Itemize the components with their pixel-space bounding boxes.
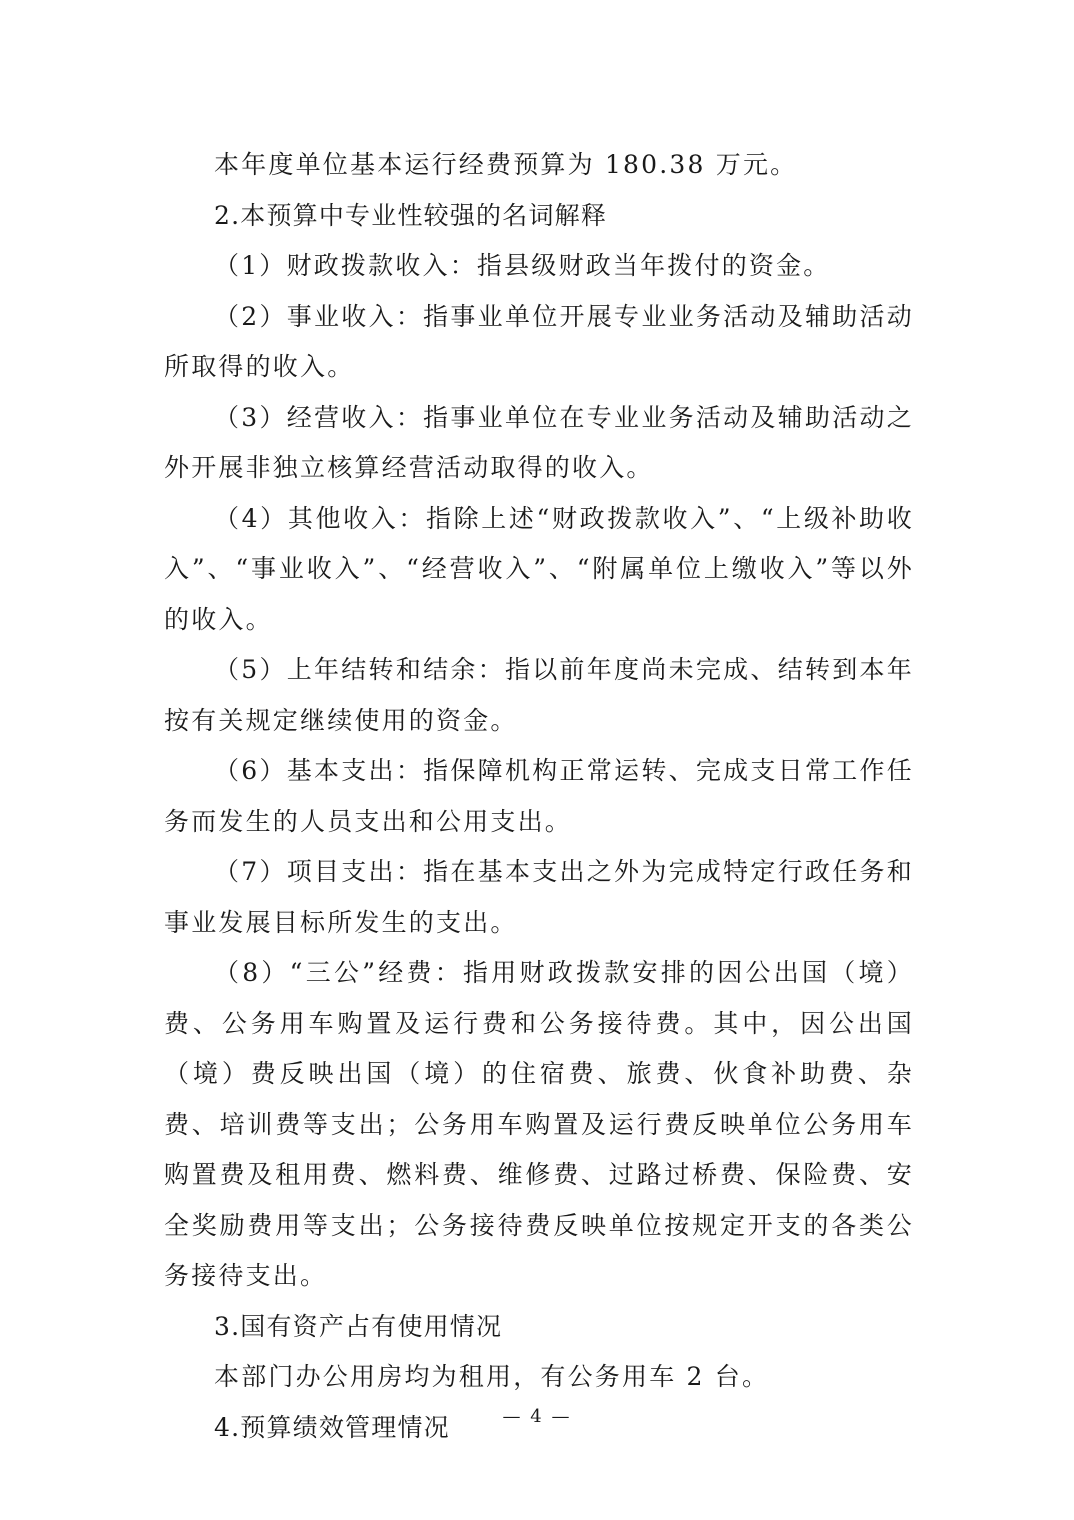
paragraph-other-income: （4）其他收入：指除上述“财政拨款收入”、“上级补助收入”、“事业收入”、“经营收入”、“附属单位上缴收入”等以外的收入。 — [164, 503, 914, 634]
paragraph-carryover-balance: （5）上年结转和结余：指以前年度尚未完成、结转到本年按有关规定继续使用的资金。 — [164, 655, 914, 735]
page-number: — 4 — — [502, 1406, 572, 1427]
paragraph-basic-expenditure: （6）基本支出：指保障机构正常运转、完成支日常工作任务而发生的人员支出和公用支出。 — [164, 756, 914, 836]
paragraph-three-public-expenses: （8）“三公”经费：指用财政拨款安排的因公出国（境）费、公务用车购置及运行费和公务接待费。其中，因公出国（境）费反映出国（境）的住宿费、旅费、伙食补助费、杂费、培训费等支出；公务用车购置及运行费反映单位公务用车购置费及租用费、燃料费、维修费、过路过桥费、保险费、安全奖励费用等支出；公务接待费反映单位按规定开支的各类公务接待支出。 — [164, 958, 914, 1290]
section-heading-state-assets: 3.国有资产占有使用情况 — [214, 1311, 503, 1341]
document-body — [164, 140, 914, 1453]
section-heading-terms: 2.本预算中专业性较强的名词解释 — [214, 200, 608, 230]
section-heading-performance-management: 4.预算绩效管理情况 — [214, 1412, 450, 1442]
paragraph-basic-operating-budget: 本年度单位基本运行经费预算为 180.38 万元。 — [214, 150, 798, 179]
paragraph-office-and-vehicles: 本部门办公用房均为租用，有公务用车 2 台。 — [214, 1362, 770, 1391]
paragraph-project-expenditure: （7）项目支出：指在基本支出之外为完成特定行政任务和事业发展目标所发生的支出。 — [164, 857, 914, 937]
paragraph-business-income: （2）事业收入：指事业单位开展专业业务活动及辅助活动所取得的收入。 — [164, 301, 914, 381]
paragraph-operating-income: （3）经营收入：指事业单位在专业业务活动及辅助活动之外开展非独立核算经营活动取得的收入。 — [164, 402, 914, 482]
paragraph-fiscal-appropriation-income: （1）财政拨款收入：指县级财政当年拨付的资金。 — [214, 251, 831, 280]
